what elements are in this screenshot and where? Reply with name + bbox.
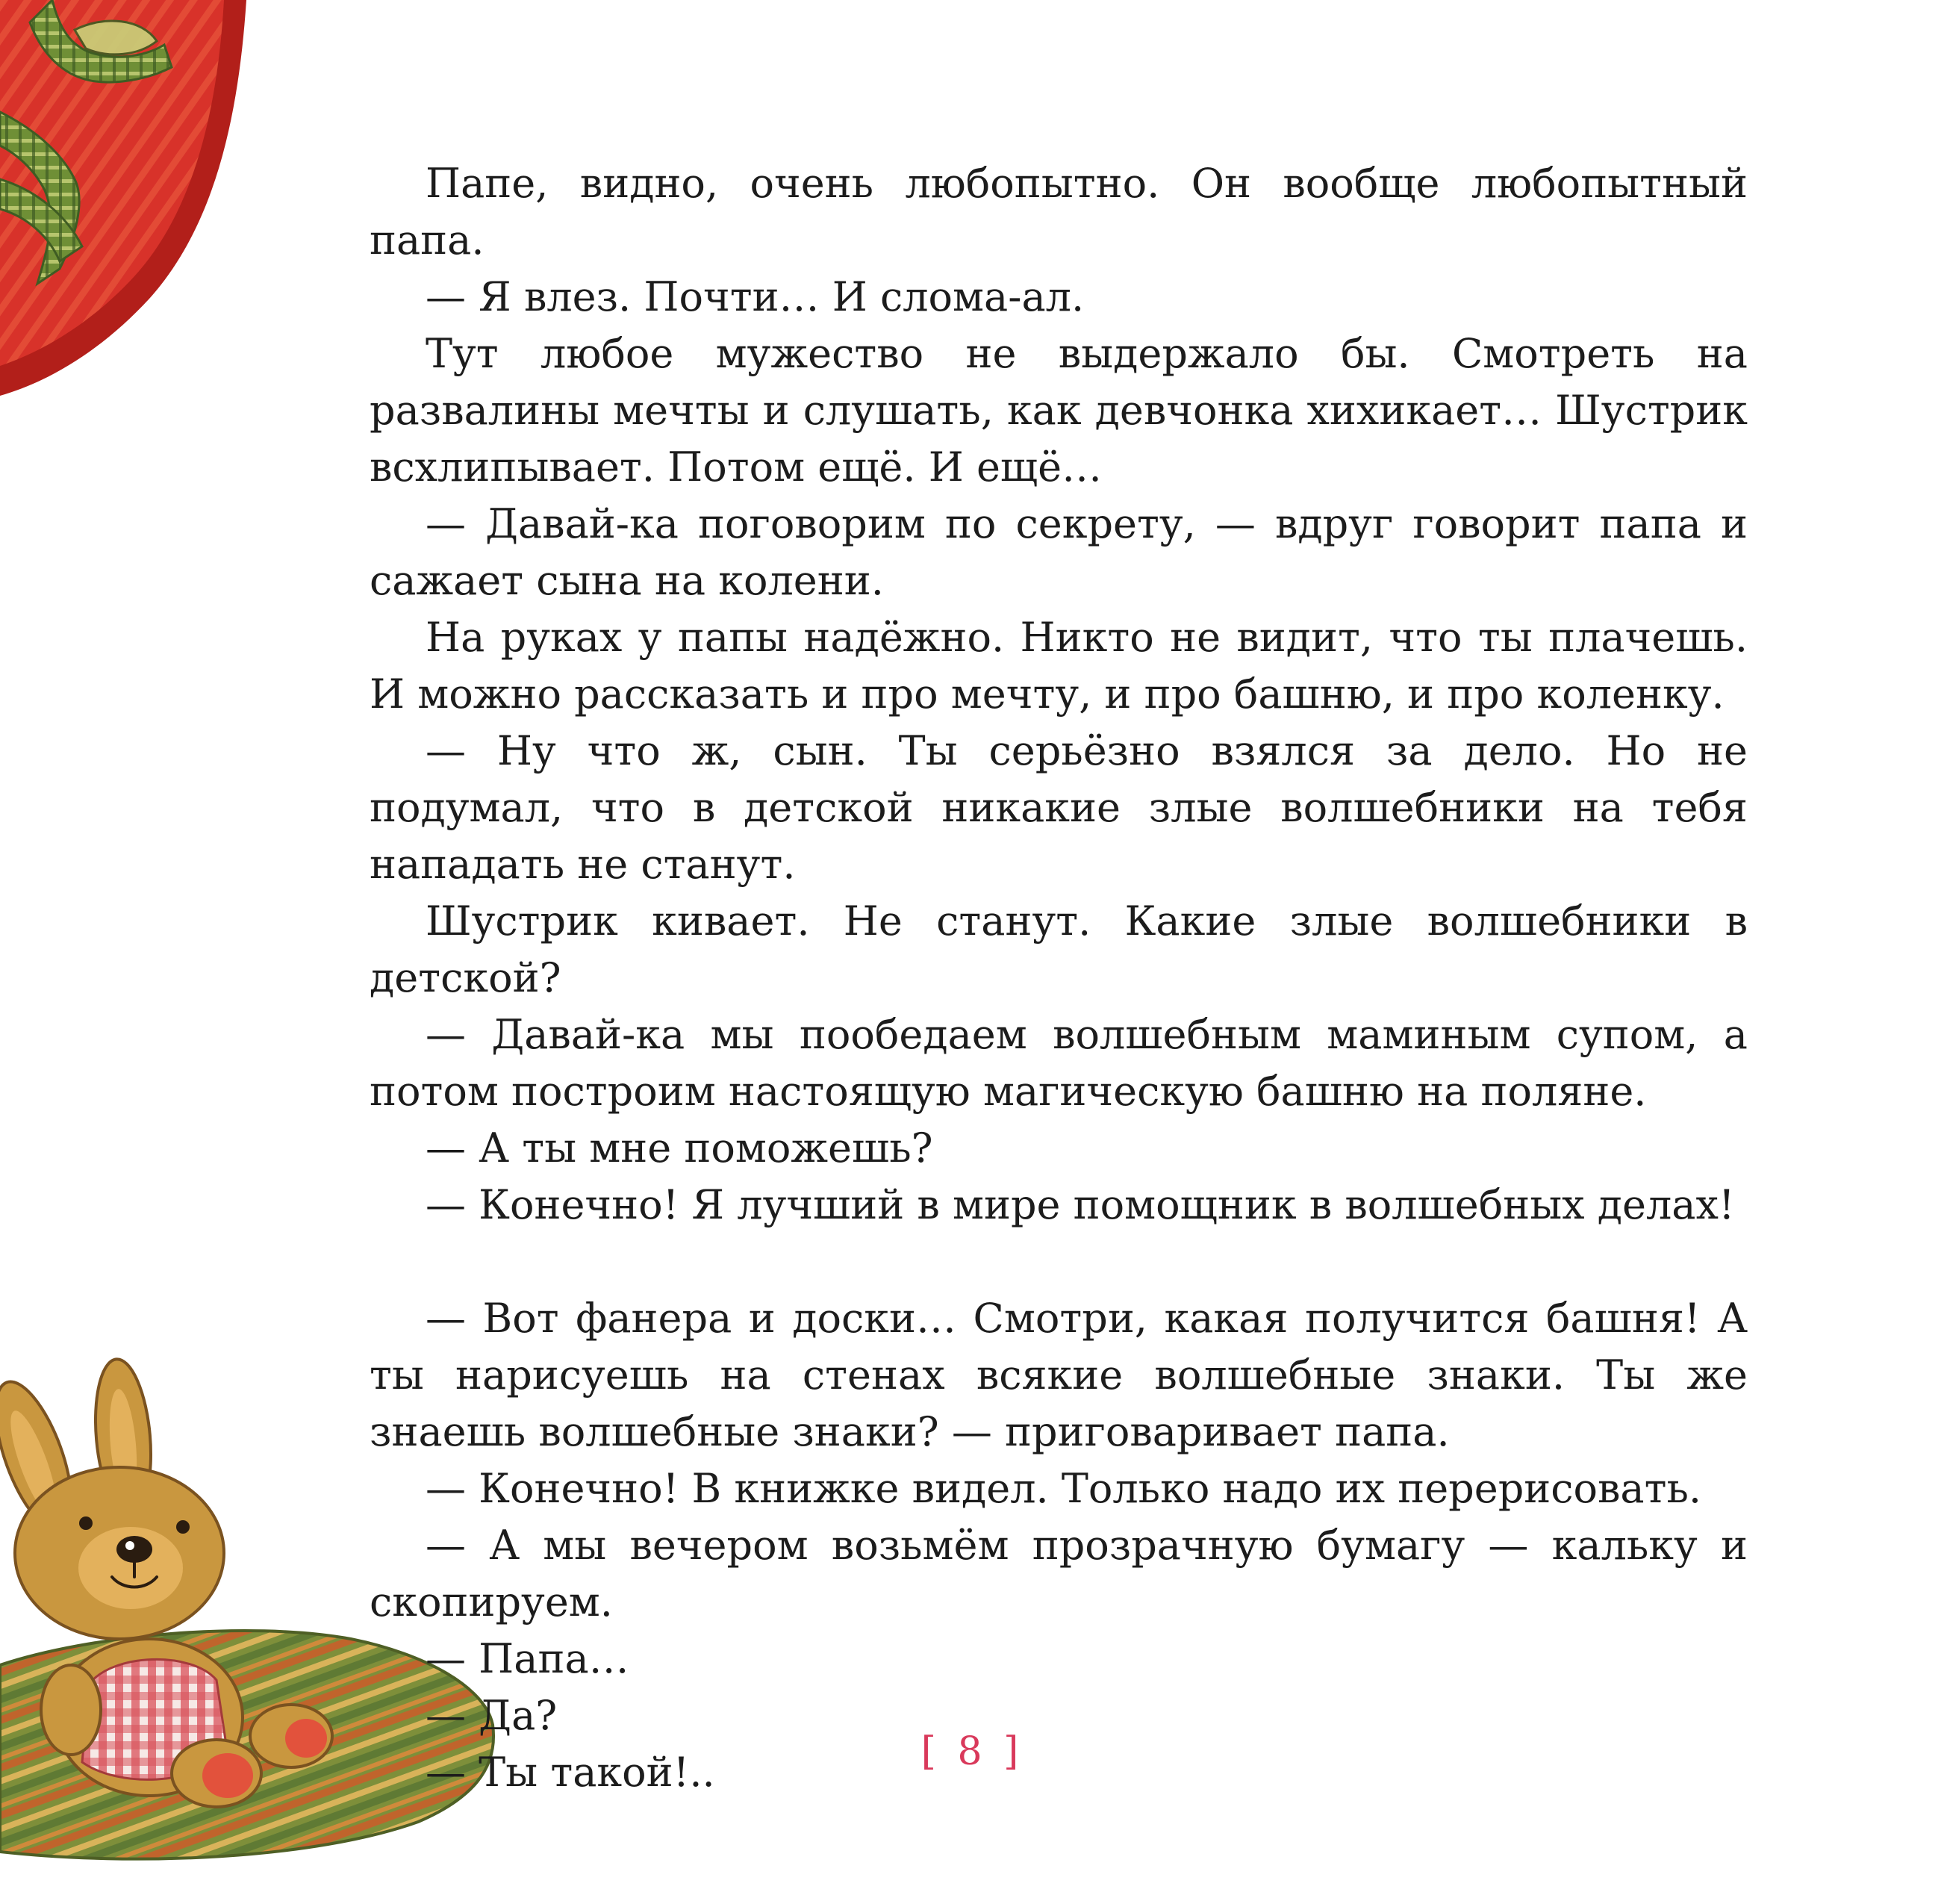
paragraph: Шустрик кивает. Не станут. Какие злые волшебники в детской? <box>370 897 1748 1001</box>
paragraph: — А мы вечером возьмём прозрачную бумагу — кальку и скопируем. <box>370 1522 1748 1625</box>
paragraph: — Конечно! В книжке видел. Только надо их перерисовать. <box>426 1465 1702 1512</box>
paragraph: — А ты мне поможешь? <box>426 1124 933 1172</box>
paragraph: Папе, видно, очень любопытно. Он вообще любопытный папа. <box>370 160 1748 264</box>
page-number: [ 8 ] <box>920 1729 1024 1774</box>
paragraph: — Ты такой!.. <box>426 1749 715 1796</box>
paragraph: — Вот фанера и доски… Смотри, какая получится башня! А ты нарисуешь на стенах всякие волшебные знаки. Ты же знаешь волшебные знаки? — приговаривает папа. <box>370 1295 1748 1455</box>
paragraph: На руках у папы надёжно. Никто не видит, что ты плачешь. И можно рассказать и про мечту, и про башню, и про коленку. <box>370 614 1748 718</box>
paragraph: — Я влез. Почти… И слома-ал. <box>426 273 1085 320</box>
section-break <box>370 1233 1748 1290</box>
paragraph: — Ну что ж, сын. Ты серьёзно взялся за дело. Но не подумал, что в детской никакие злые волшебники на тебя нападать не станут. <box>370 727 1748 888</box>
paragraph: — Да? <box>426 1692 558 1739</box>
paragraph: — Давай-ка мы пообедаем волшебным маминым супом, а потом построим настоящую магическую башню на поляне. <box>370 1011 1748 1115</box>
paragraph: — Конечно! Я лучший в мире помощник в волшебных делах! <box>426 1181 1735 1228</box>
paragraph: Тут любое мужество не выдержало бы. Смотреть на развалины мечты и слушать, как девчонка хихикает… Шустрик всхлипывает. Потом ещё. И ещё… <box>370 330 1748 491</box>
paragraph: — Давай-ка поговорим по секрету, — вдруг говорит папа и сажает сына на колени. <box>370 500 1748 604</box>
story-text <box>370 155 1748 1801</box>
paragraph: — Папа… <box>426 1635 629 1682</box>
